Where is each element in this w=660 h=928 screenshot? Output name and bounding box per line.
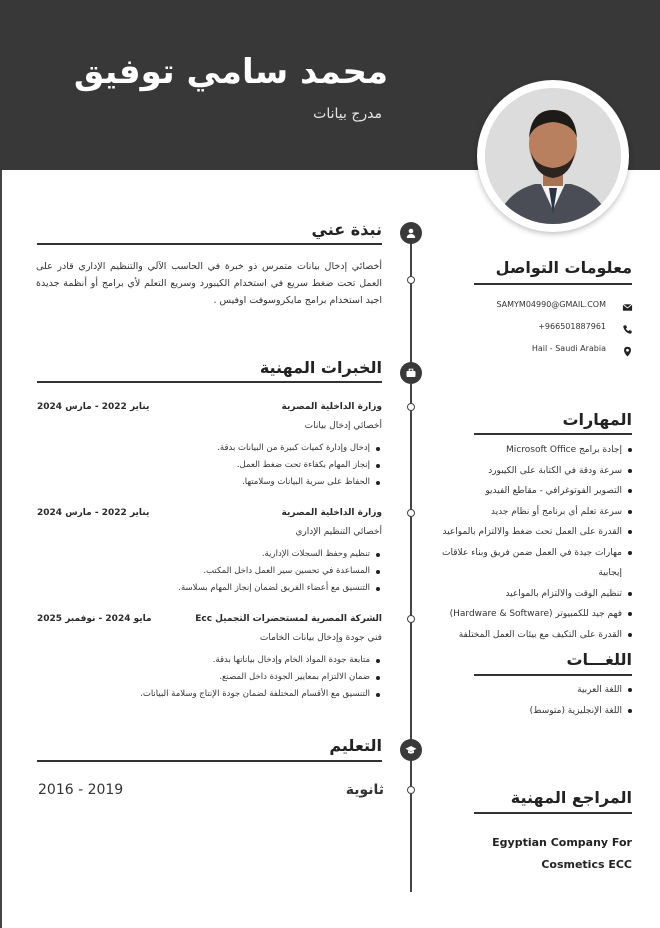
list-item: ضمان الالتزام بمعايير الجودة داخل المصنع.: [140, 669, 382, 686]
list-item: إدخال وإدارة كميات كبيرة من البيانات بدقة.: [217, 440, 382, 457]
job-date: مايو 2024 - نوفمبر 2025: [37, 614, 152, 624]
skills-title: المهارات: [562, 410, 632, 429]
location-pin-icon: [620, 344, 634, 358]
graduation-cap-icon: [400, 739, 422, 761]
person-icon: [400, 222, 422, 244]
education-title: التعليم: [329, 736, 382, 755]
mail-icon: [620, 300, 634, 314]
list-item: فهم جيد للكمبيوتر (Hardware & Software): [424, 604, 632, 625]
contact-phone-row: [474, 322, 634, 336]
list-item: التنسيق مع أعضاء الفريق لضمان إنجاز المهام بسلاسة.: [178, 580, 382, 597]
education-rule: [37, 760, 382, 762]
list-item: تنظيم الوقت والالتزام بالمواعيد: [424, 584, 632, 605]
list-item: القدرة على التكيف مع بيئات العمل المختلفة: [424, 625, 632, 646]
experience-rule: [37, 381, 382, 383]
job-date: يناير 2022 - مارس 2024: [37, 402, 150, 412]
page-left-border: [0, 170, 2, 928]
person-name: محمد سامي توفيق: [73, 52, 388, 92]
job-role: فني جودة وإدخال بيانات الخامات: [259, 633, 382, 643]
education-degree: ثانوية: [345, 782, 384, 798]
timeline-dot: [407, 615, 415, 623]
job-date: يناير 2022 - مارس 2024: [37, 508, 150, 518]
contact-email-row: [474, 300, 634, 314]
references-rule: [474, 812, 632, 814]
job-org: الشركة المصرية لمستحضرات التجميل Ecc: [195, 614, 382, 624]
experience-title: الخبرات المهنية: [259, 358, 382, 377]
reference-company: Egyptian Company For Cosmetics ECC: [492, 836, 632, 871]
job-role: أخصائي إدخال بيانات: [304, 421, 382, 431]
job-role: أخصائي التنظيم الإداري: [295, 527, 382, 537]
timeline-dot: [407, 786, 415, 794]
contact-title: معلومات التواصل: [495, 258, 632, 277]
list-item: سرعة ودقة في الكتابة على الكيبورد: [424, 461, 632, 482]
list-item: التصوير الفوتوغرافي - مقاطع الفيديو: [424, 481, 632, 502]
list-item: التنسيق مع الأقسام المختلفة لضمان جودة الإنتاج وسلامة البيانات.: [140, 686, 382, 703]
languages-list: [530, 680, 632, 721]
job-org: وزارة الداخلية المصرية: [281, 402, 382, 412]
list-item: القدرة على العمل تحت ضغط والالتزام بالمواعيد: [424, 522, 632, 543]
phone-icon: [620, 322, 634, 336]
timeline-dot: [407, 276, 415, 284]
languages-rule: [474, 674, 632, 676]
references-title: المراجع المهنية: [510, 788, 632, 807]
briefcase-icon: [400, 362, 422, 384]
job-bullets: [140, 652, 382, 703]
contact-rule: [474, 283, 632, 285]
list-item: المساعدة في تحسين سير العمل داخل المكتب.: [178, 563, 382, 580]
job-title: مدرج بيانات: [313, 106, 382, 122]
timeline-dot: [407, 509, 415, 517]
job-bullets: [178, 546, 382, 597]
list-item: مهارات جيدة في العمل ضمن فريق وبناء علاقات إيجابية: [424, 543, 632, 584]
list-item: إجادة برامج Microsoft Office: [424, 440, 632, 461]
profile-photo-frame: [477, 80, 629, 232]
about-text: أخصائي إدخال بيانات متمرس ذو خبرة في الحاسب الآلي والتنظيم الإداري قادر على العمل تحت ضغط سريع في استخدام الكيبورد وسريع التعلم لأي برامج أو أنظمة جديدة اجيد استخدام برامج مايكروسوفت اوفيس .: [36, 261, 382, 306]
timeline-dot: [407, 403, 415, 411]
job-bullets: [217, 440, 382, 491]
list-item: إنجاز المهام بكفاءة تحت ضغط العمل.: [217, 457, 382, 474]
about-title: نبذة عني: [311, 220, 382, 239]
skills-rule: [474, 433, 632, 435]
languages-title: اللغـــات: [566, 650, 632, 669]
profile-photo: [485, 88, 621, 224]
contact-phone: +966501887961: [538, 322, 606, 331]
contact-location: Hail - Saudi Arabia: [531, 344, 606, 353]
skills-list: [424, 440, 632, 645]
about-rule: [37, 243, 382, 245]
list-item: الحفاظ على سرية البيانات وسلامتها.: [217, 474, 382, 491]
contact-location-row: [474, 344, 634, 358]
job-org: وزارة الداخلية المصرية: [281, 508, 382, 518]
list-item: اللغة الإنجليزية (متوسط): [530, 701, 632, 722]
contact-email: SAMYM04990@GMAIL.COM: [496, 300, 606, 309]
list-item: سرعة تعلم أي برنامج أو نظام جديد: [424, 502, 632, 523]
list-item: متابعة جودة المواد الخام وإدخال بياناتها بدقة.: [140, 652, 382, 669]
list-item: تنظيم وحفظ السجلات الإدارية.: [178, 546, 382, 563]
education-years: 2016 - 2019: [38, 782, 124, 798]
list-item: اللغة العربية: [530, 680, 632, 701]
